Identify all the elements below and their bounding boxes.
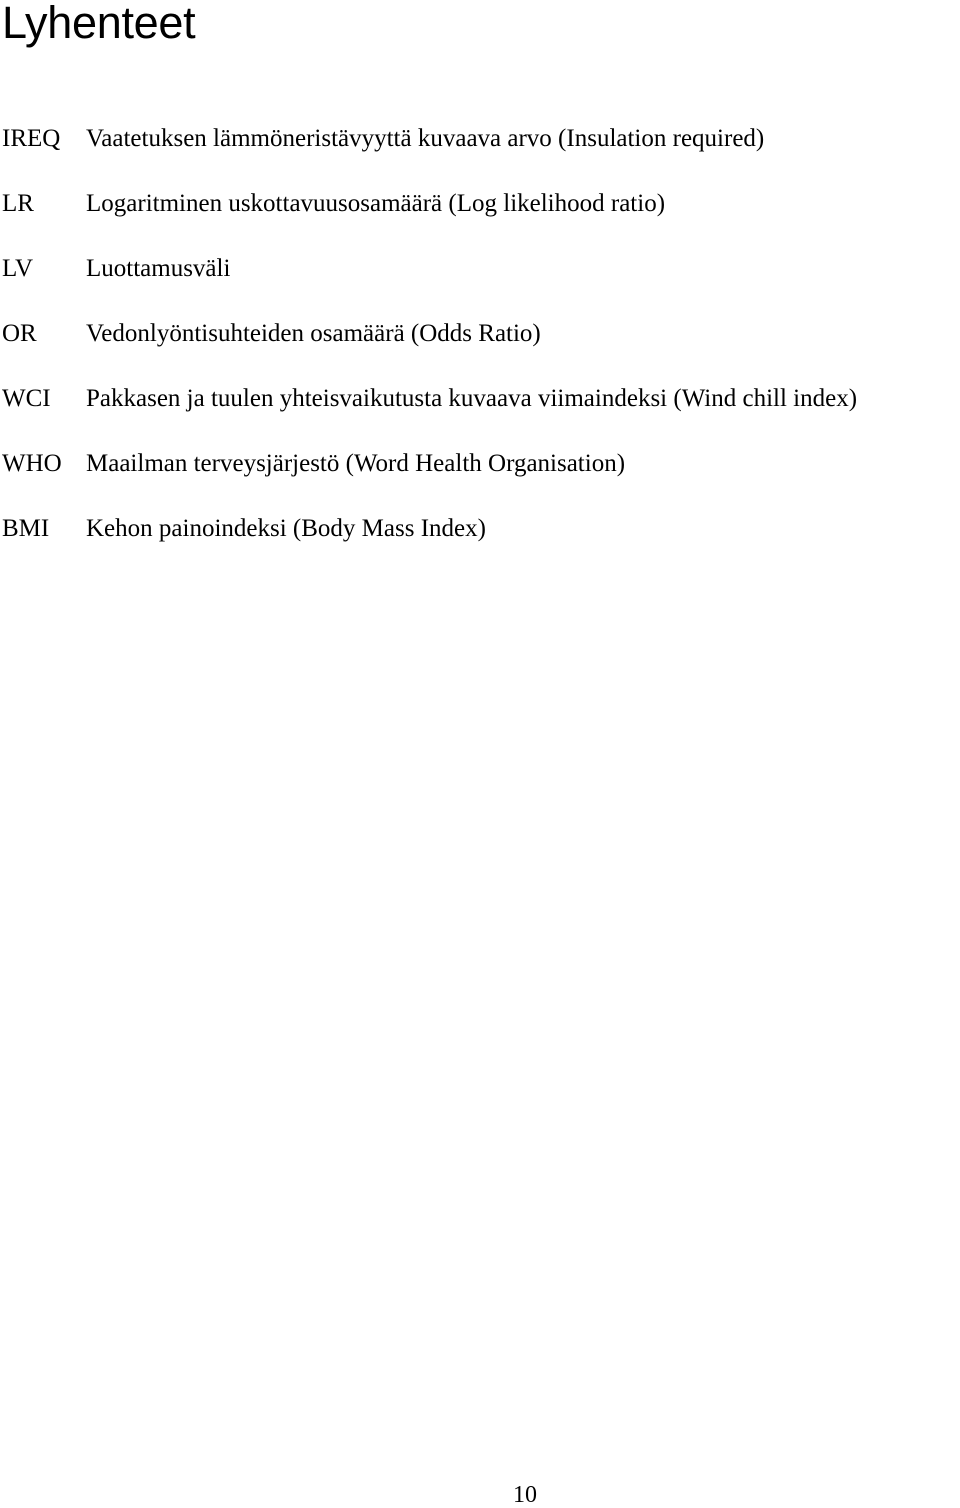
- abbreviation-definition: Pakkasen ja tuulen yhteisvaikutusta kuvaava viimaindeksi (Wind chill index): [86, 385, 858, 412]
- abbreviation-term: IREQ: [2, 125, 61, 152]
- abbreviation-definition: Maailman terveysjärjestö (Word Health Organisation): [86, 450, 626, 477]
- abbreviation-definition: Luottamusväli: [86, 255, 231, 282]
- abbreviation-term: LV: [2, 255, 34, 282]
- abbreviation-row-or: [0, 319, 857, 384]
- abbreviation-list: [0, 124, 857, 579]
- abbreviation-row-ireq: [0, 124, 857, 189]
- abbreviation-term: LR: [2, 190, 34, 217]
- page-title: Lyhenteet: [2, 0, 196, 48]
- abbreviation-row-lr: [0, 189, 857, 254]
- abbreviation-definition: Vaatetuksen lämmöneristävyyttä kuvaava arvo (Insulation required): [86, 125, 765, 152]
- abbreviation-row-who: [0, 449, 857, 514]
- abbreviation-row-bmi: [0, 514, 857, 579]
- abbreviation-definition: Logaritminen uskottavuusosamäärä (Log likelihood ratio): [86, 190, 666, 217]
- abbreviation-term: WCI: [2, 385, 51, 412]
- abbreviation-definition: Kehon painoindeksi (Body Mass Index): [86, 515, 486, 542]
- abbreviation-term: WHO: [2, 450, 62, 477]
- abbreviation-row-lv: [0, 254, 857, 319]
- abbreviation-definition: Vedonlyöntisuhteiden osamäärä (Odds Ratio): [86, 320, 541, 347]
- abbreviation-term: OR: [2, 320, 37, 347]
- abbreviation-row-wci: [0, 384, 857, 449]
- page-number: 10: [513, 1482, 537, 1508]
- abbreviation-term: BMI: [2, 515, 50, 542]
